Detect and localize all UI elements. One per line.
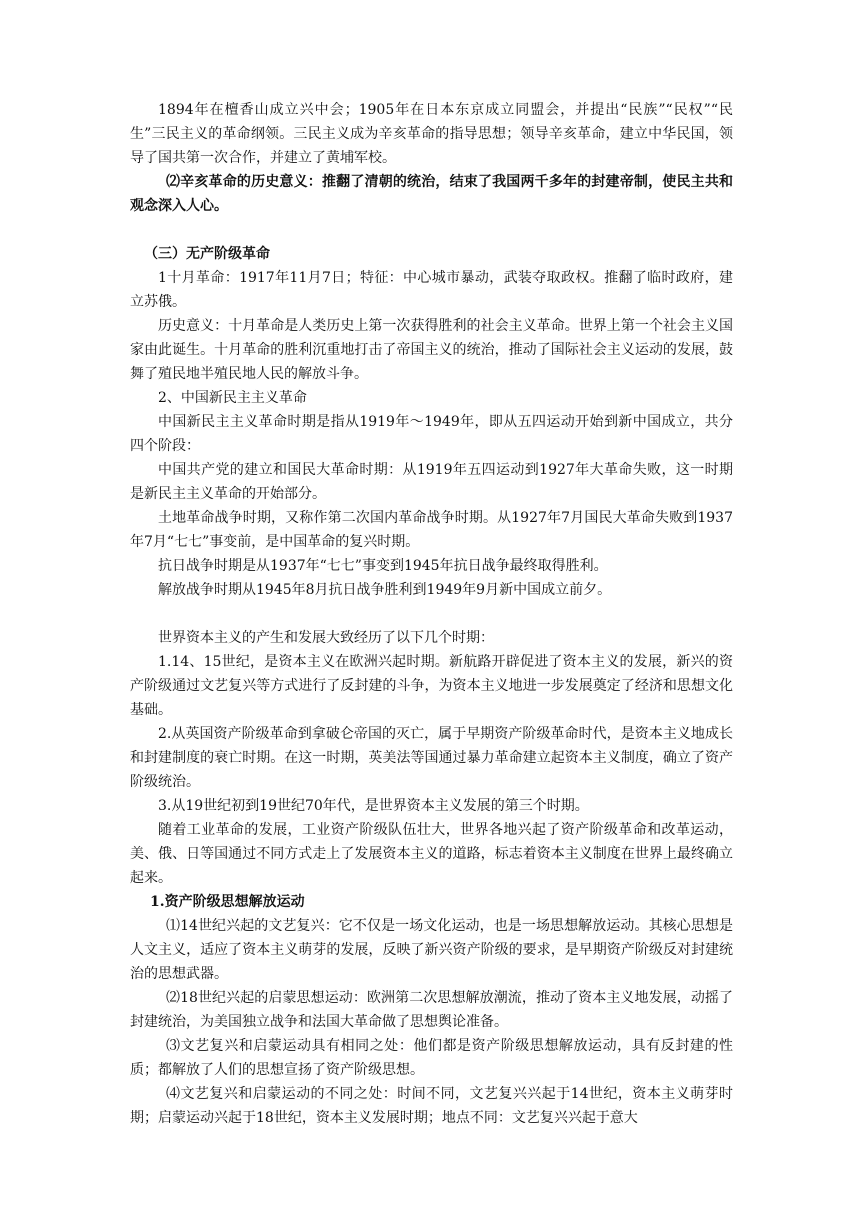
- paragraph-october-revolution: 1十月革命：1917年11月7日；特征：中心城市暴动，武装夺取政权。推翻了临时政府，建立苏俄。: [130, 270, 733, 310]
- paragraph-new-democratic-title: 2、中国新民主主义革命: [158, 390, 307, 406]
- paragraph-industrial-revolution: 随着工业革命的发展，工业资产阶级队伍壮大，世界各地兴起了资产阶级革命和改革运动，美、俄、日等国通过不同方式走上了发展资本主义的道路，标志着资本主义制度在世界上最终确立起来。: [130, 822, 733, 886]
- paragraph-period-2: 2.从英国资产阶级革命到拿破仑帝国的灭亡，属于早期资产阶级革命时代，是资本主义地成长和封建制度的衰亡时期。在这一时期，英美法等国通过暴力革命建立起资本主义制度，确立了资产阶级统治。: [130, 726, 733, 790]
- paragraph-stage-3: 抗日战争时期是从1937年“七七”事变到1945年抗日战争最终取得胜利。: [158, 558, 608, 574]
- paragraph-enlightenment: ⑵18世纪兴起的启蒙思想运动：欧洲第二次思想解放潮流，推动了资本主义地发展，动摇了封建统治，为美国独立战争和法国大革命做了思想舆论准备。: [130, 990, 733, 1030]
- paragraph-october-significance: 历史意义：十月革命是人类历史上第一次获得胜利的社会主义革命。世界上第一个社会主义国家由此诞生。十月革命的胜利沉重地打击了帝国主义的统治，推动了国际社会主义运动的发展，鼓舞了殖民地半殖民地人民的解放斗争。: [130, 318, 733, 382]
- document-page: [130, 98, 733, 1130]
- paragraph-stage-4: 解放战争时期从1945年8月抗日战争胜利到1949年9月新中国成立前夕。: [158, 582, 612, 598]
- paragraph-period-3: 3.从19世纪初到19世纪70年代，是世界资本主义发展的第三个时期。: [158, 798, 589, 814]
- paragraph-similarity: ⑶文艺复兴和启蒙运动具有相同之处：他们都是资产阶级思想解放运动，具有反封建的性质；都解放了人们的思想宣扬了资产阶级思想。: [130, 1038, 733, 1078]
- section-heading-liberation-movement: 1.资产阶级思想解放运动: [150, 894, 305, 910]
- blank-line: [130, 602, 733, 626]
- section-heading-proletarian-revolution: （三）无产阶级革命: [144, 246, 270, 262]
- paragraph-stage-2: 土地革命战争时期，又称作第二次国内革命战争时期。从1927年7月国民大革命失败到1937年7月“七七”事变前，是中国革命的复兴时期。: [130, 510, 733, 550]
- paragraph-difference: ⑷文艺复兴和启蒙运动的不同之处：时间不同，文艺复兴兴起于14世纪，资本主义萌芽时期；启蒙运动兴起于18世纪，资本主义发展时期；地点不同：文艺复兴兴起于意大: [130, 1086, 733, 1126]
- blank-line: [130, 218, 733, 242]
- paragraph-sun-yatsen-organizations: 1894年在檀香山成立兴中会；1905年在日本东京成立同盟会，并提出“民族”“民权”“民生”三民主义的革命纲领。三民主义成为辛亥革命的指导思想；领导辛亥革命，建立中华民国，领导了国共第一次合作，并建立了黄埔军校。: [130, 102, 733, 166]
- paragraph-new-democratic-intro: 中国新民主主义革命时期是指从1919年～1949年，即从五四运动开始到新中国成立，共分四个阶段：: [130, 414, 733, 454]
- paragraph-renaissance: ⑴14世纪兴起的文艺复兴：它不仅是一场文化运动，也是一场思想解放运动。其核心思想是人文主义，适应了资本主义萌芽的发展，反映了新兴资产阶级的要求，是早期资产阶级反对封建统治的思想武器。: [130, 918, 733, 982]
- paragraph-capitalism-intro: 世界资本主义的产生和发展大致经历了以下几个时期：: [158, 630, 494, 646]
- paragraph-period-1: 1.14、15世纪，是资本主义在欧洲兴起时期。新航路开辟促进了资本主义的发展，新兴的资产阶级通过文艺复兴等方式进行了反封建的斗争，为资本主义地进一步发展奠定了经济和思想文化基础。: [130, 654, 733, 718]
- paragraph-stage-1: 中国共产党的建立和国民大革命时期：从1919年五四运动到1927年大革命失败，这一时期是新民主主义革命的开始部分。: [130, 462, 733, 502]
- paragraph-xinhai-significance: ⑵辛亥革命的历史意义：推翻了清朝的统治，结束了我国两千多年的封建帝制，使民主共和观念深入人心。: [130, 174, 733, 214]
